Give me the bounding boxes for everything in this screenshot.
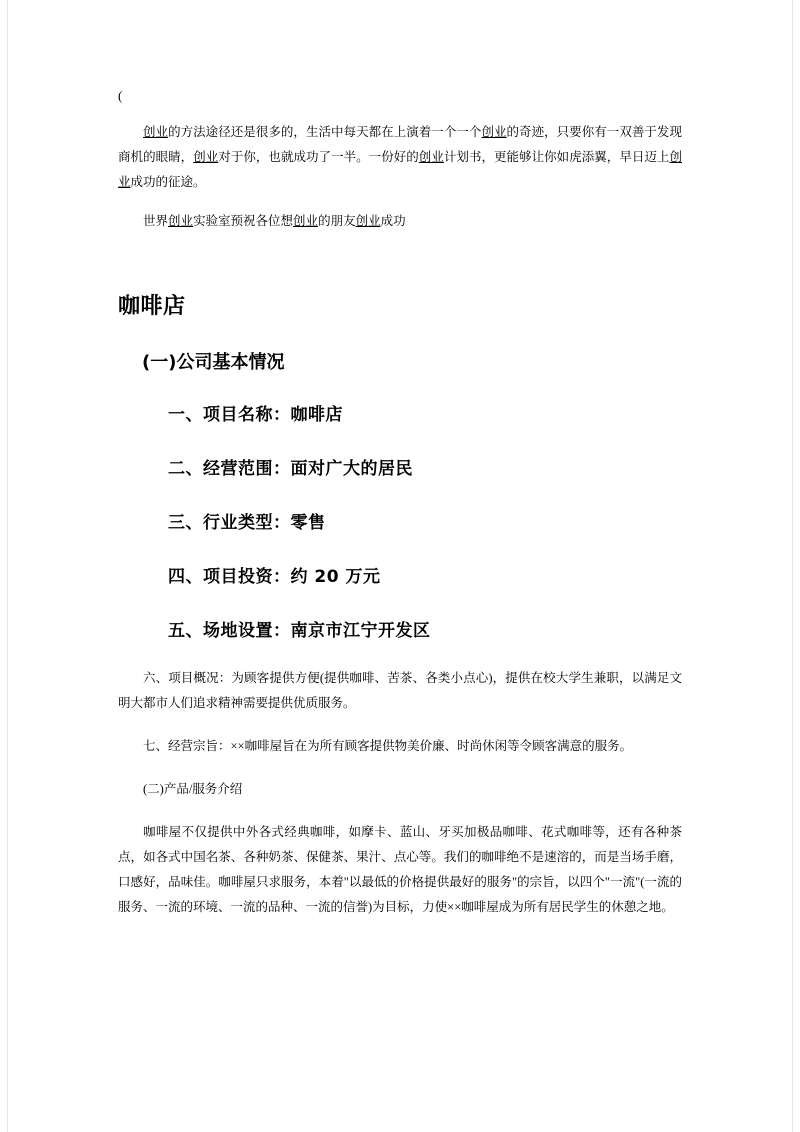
intro-text-segment: 实验室预祝各位想 xyxy=(193,214,294,228)
page-title: 咖啡店 xyxy=(118,294,186,319)
intro-text-segment: 创业 xyxy=(143,125,169,139)
intro-text-segment: 成功 xyxy=(380,214,406,228)
section-heading-company-basics: (一)公司基本情况 xyxy=(142,352,285,373)
intro-text-segment: 的方法途径还是很多的，生活中每天都在上演着一个一个 xyxy=(168,125,482,139)
subheading-project-name: 一、项目名称：咖啡店 xyxy=(168,405,343,425)
subheading-industry-type: 三、行业类型：零售 xyxy=(168,513,326,533)
intro-text-segment: 对于你，也就成功了一半。一份好的 xyxy=(218,150,419,164)
intro-text-segment: 创业 xyxy=(293,214,319,228)
body-paragraph-project-overview: 六、项目概况：为顾客提供方便(提供咖啡、苦茶、各类小点心)，提供在校大学生兼职，以满足文明大都市人们追求精神需要提供优质服务。 xyxy=(118,671,682,710)
intro-paragraph-1 xyxy=(118,120,682,195)
section-heading-product-intro: (二)产品/服务介绍 xyxy=(143,782,243,796)
document-content xyxy=(118,86,682,920)
page-edge-left xyxy=(7,0,8,1132)
intro-text-segment: 的奇迹，只要你有一双善于发现商机的眼睛， xyxy=(118,125,682,164)
intro-text-segment: 创业 xyxy=(481,125,507,139)
intro-text-segment: 创业 xyxy=(168,214,194,228)
intro-text-segment: 创业 xyxy=(355,214,381,228)
intro-text-segment: 创业 xyxy=(118,150,682,189)
subheading-investment: 四、项目投资：约 20 万元 xyxy=(168,567,381,587)
page-edge-right xyxy=(792,0,793,1132)
body-paragraph-business-purpose: 七、经营宗旨：××咖啡屋旨在为所有顾客提供物美价廉、时尚休闲等令顾客满意的服务。 xyxy=(143,739,633,753)
intro-text-segment: 创业 xyxy=(418,150,444,164)
body-paragraph-product-description: 咖啡屋不仅提供中外各式经典咖啡，如摩卡、蓝山、牙买加极品咖啡、花式咖啡等，还有各种茶点，如各式中国名茶、各种奶茶、保健茶、果汁、点心等。我们的咖啡绝不是速溶的，而是当场手磨，口感好，品味佳。咖啡屋只求服务，本着"以最低的价格提供最好的服务"的宗旨，以四个"一流"(一流的服务、一流的环境、一流的品种、一流的信誉)为目标，力使××咖啡屋成为所有居民学生的休憩之地。 xyxy=(118,825,682,914)
subheading-location: 五、场地设置：南京市江宁开发区 xyxy=(168,621,431,641)
subheading-business-scope: 二、经营范围：面对广大的居民 xyxy=(168,459,413,479)
intro-paragraph-2 xyxy=(118,209,682,234)
intro-text-segment: 成功的征途。 xyxy=(130,175,206,189)
intro-text-segment: 计划书，更能够让你如虎添翼，早日迈上 xyxy=(443,150,670,164)
intro-text-segment: 世界 xyxy=(143,214,169,228)
opening-paren: ( xyxy=(118,88,123,103)
intro-text-segment: 创业 xyxy=(193,150,219,164)
intro-text-segment: 的朋友 xyxy=(318,214,356,228)
